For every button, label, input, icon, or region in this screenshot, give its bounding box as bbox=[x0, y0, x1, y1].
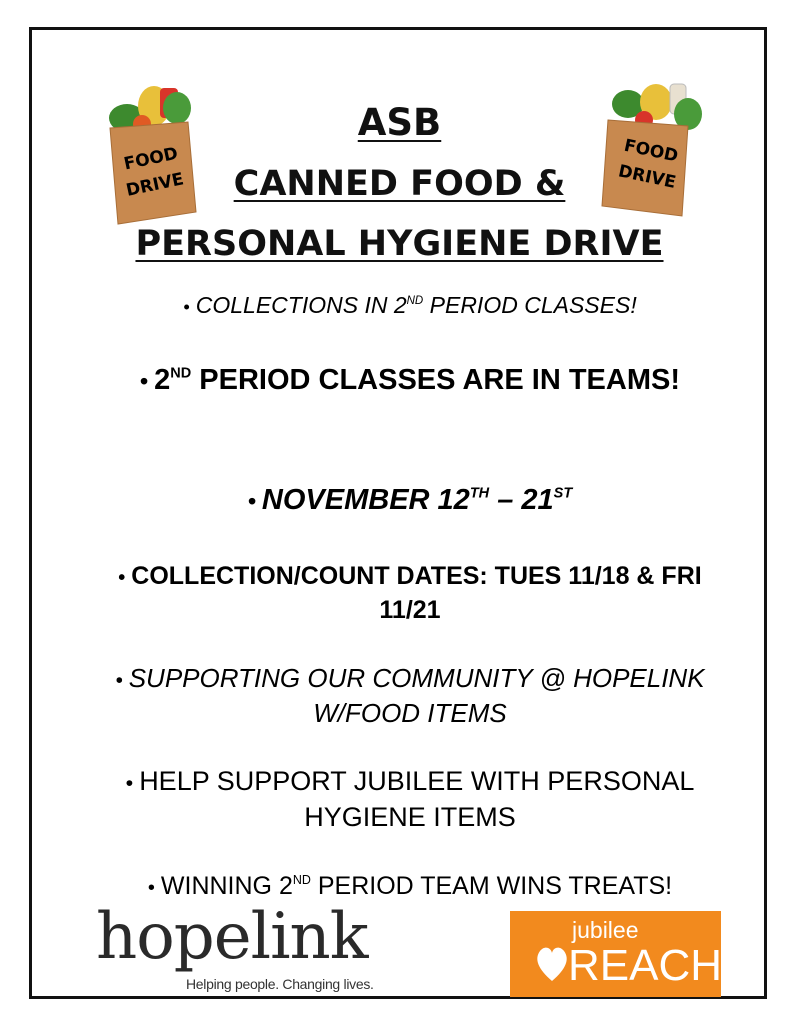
hopelink-logo bbox=[96, 900, 386, 1000]
bullet-dot: • bbox=[140, 368, 149, 394]
bullet-treats: • WINNING 2ND PERIOD TEAM WINS TREATS! bbox=[147, 872, 673, 900]
hopelink-wordmark: hopelink bbox=[96, 900, 368, 974]
bullet-jubilee: • HELP SUPPORT JUBILEE WITH PERSONAL HYGIENE ITEMS bbox=[125, 766, 695, 832]
title-hygiene-drive: PERSONAL HYGIENE DRIVE bbox=[135, 224, 664, 264]
bullet-dot: • bbox=[118, 567, 126, 589]
jubilee-text: jubilee bbox=[572, 917, 639, 943]
bullet-dot: • bbox=[183, 296, 190, 317]
title-canned-food: CANNED FOOD & bbox=[233, 164, 566, 204]
jubilee-reach-logo bbox=[510, 911, 721, 997]
bullet-collections: • COLLECTIONS IN 2ND PERIOD CLASSES! bbox=[183, 292, 637, 318]
bullet-hopelink: • SUPPORTING OUR COMMUNITY @ HOPELINK W/FOOD ITEMS bbox=[115, 663, 705, 728]
title-asb: ASB bbox=[357, 101, 442, 144]
bag-label-drive: DRIVE bbox=[124, 169, 186, 201]
reach-text: REACH bbox=[568, 941, 723, 990]
bullet-dot: • bbox=[125, 770, 134, 795]
bag-label-food: FOOD bbox=[122, 143, 180, 175]
bag-label-food: FOOD bbox=[622, 135, 680, 167]
bullet-dot: • bbox=[247, 488, 256, 514]
bullet-dot: • bbox=[147, 877, 155, 899]
hopelink-tagline: Helping people. Changing lives. bbox=[186, 976, 374, 992]
bullet-teams: • 2ND PERIOD CLASSES ARE IN TEAMS! bbox=[140, 364, 680, 396]
bag-label-drive: DRIVE bbox=[616, 161, 678, 193]
bullet-dot: • bbox=[115, 669, 123, 692]
bullet-count-dates: • COLLECTION/COUNT DATES: TUES 11/18 & FRI 11/21 bbox=[118, 562, 702, 624]
heart-leaf-icon bbox=[532, 935, 572, 985]
bullet-dates: • NOVEMBER 12TH – 21ST bbox=[247, 484, 573, 516]
